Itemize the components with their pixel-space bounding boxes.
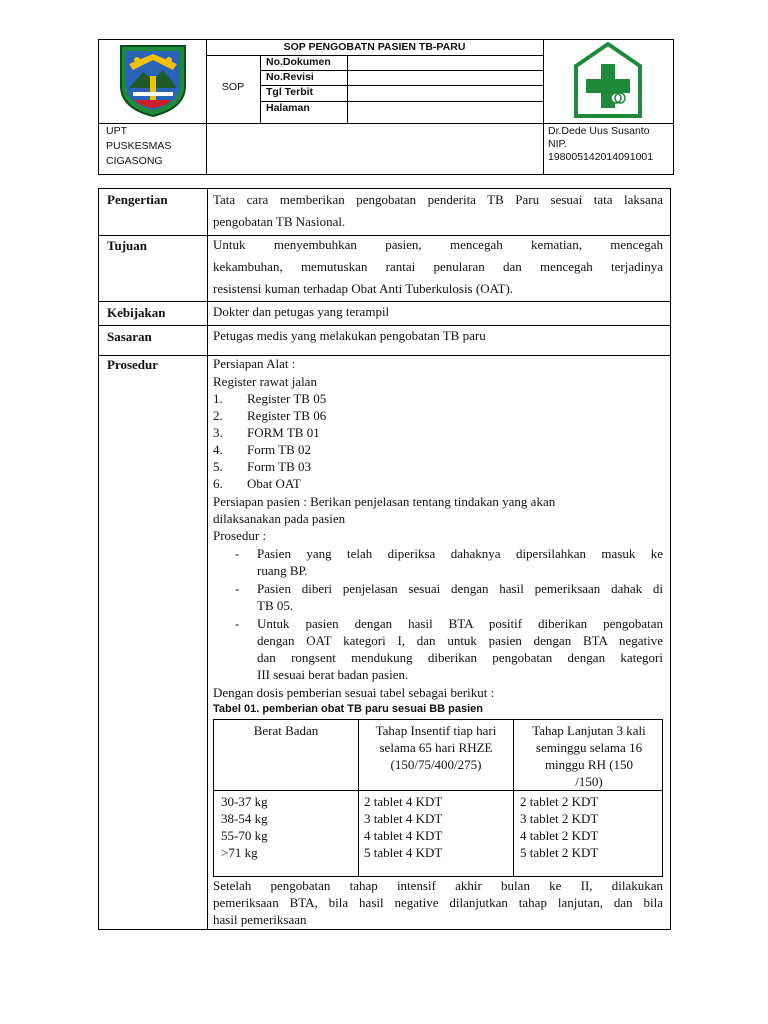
pengertian-line-1: Tata cara memberikan pengobatan penderita TB Paru sesuai tata laksana [213,192,663,207]
step-3-line-4: III sesuai berat badan pasien. [257,667,409,682]
tool-number: 1. [213,391,223,406]
tool-number: 2. [213,408,223,423]
label-tujuan: Tujuan [107,238,147,253]
cell-berat: 30-37 kg [221,794,268,809]
field-halaman: Halaman [266,102,310,114]
signer-name: Dr.Dede Uus Susanto [548,125,650,137]
field-tgl-terbit: Tgl Terbit [266,86,314,98]
header-lanjutan-line: /150) [575,774,603,789]
tujuan-line-2: kekambuhan, memutuskan rantai penularan dan mencegah terjadinya [213,259,663,274]
header-intensif-line: selama 65 hari RHZE [379,740,493,755]
label-prosedur: Prosedur [107,357,159,372]
closing-line-2: pemeriksaan BTA, bila hasil negative dilanjutkan tahap lanjutan, dan bila [213,895,663,910]
header-lanjutan-line: Tahap Lanjutan 3 kali [532,723,646,738]
field-no-dokumen: No.Dokumen [266,56,331,68]
table-caption: Tabel 01. pemberian obat TB paru sesuai BB pasien [213,703,483,715]
tool-number: 3. [213,425,223,440]
header-berat-badan: Berat Badan [253,723,319,738]
pengertian-line-2: pengobatan TB Nasional. [213,214,346,229]
dose-table [213,719,663,877]
header-intensif-line: Tahap Insentif tiap hari [375,723,497,738]
header-intensif-line: (150/75/400/275) [390,757,482,772]
cell-lanjutan: 4 tablet 2 KDT [520,828,599,843]
cell-lanjutan: 5 tablet 2 KDT [520,845,599,860]
tool-number: 5. [213,459,223,474]
label-kebijakan: Kebijakan [107,305,166,320]
org-line-3: CIGASONG [106,155,163,167]
cell-intensif: 2 tablet 4 KDT [364,794,443,809]
tool-number: 6. [213,476,223,491]
bullet-dash: - [235,616,240,631]
puskesmas-cross-logo [572,42,644,118]
regency-crest-logo [117,42,189,118]
tool-item: Register TB 05 [247,391,327,406]
register-rawat-jalan: Register rawat jalan [213,374,317,389]
step-1-line-1: Pasien yang telah diperiksa dahaknya dipersilahkan masuk ke [257,546,663,561]
tool-item: FORM TB 01 [247,425,320,440]
cell-intensif: 5 tablet 4 KDT [364,845,443,860]
step-3-line-2: dengan OAT kategori I, dan untuk pasien dengan BTA negative [257,633,663,648]
dosis-intro: Dengan dosis pemberian sesuai tabel sebagai berikut : [213,685,495,700]
label-sasaran: Sasaran [107,329,152,344]
org-line-2: PUSKESMAS [106,140,172,152]
step-1-line-2: ruang BP. [257,563,308,578]
sop-label: SOP [221,81,245,93]
cell-intensif: 3 tablet 4 KDT [364,811,443,826]
sasaran-text: Petugas medis yang melakukan pengobatan TB paru [213,328,486,343]
step-2-line-2: TB 05. [257,598,294,613]
step-3-line-1: Untuk pasien dengan hasil BTA positif diberikan pengobatan [257,616,663,631]
tujuan-line-1: Untuk menyembuhkan pasien, mencegah kematian, mencegah [213,237,663,252]
cell-berat: >71 kg [221,845,258,860]
label-pengertian: Pengertian [107,192,168,207]
document-title: SOP PENGOBATN PASIEN TB-PARU [283,41,466,53]
step-3-line-3: dan rongsent mendukung diberikan pengobatan dengan kategori [257,650,663,665]
tool-item: Obat OAT [247,476,301,491]
kebijakan-text: Dokter dan petugas yang terampil [213,304,390,319]
cell-berat: 55-70 kg [221,828,268,843]
tool-item: Register TB 06 [247,408,327,423]
closing-line-1: Setelah pengobatan tahap intensif akhir bulan ke II, dilakukan [213,878,663,893]
sop-content-table [98,188,671,930]
persiapan-pasien-line-2: dilaksanakan pada pasien [213,511,346,526]
header-lanjutan-line: seminggu selama 16 [535,740,643,755]
bullet-dash: - [235,581,240,596]
tool-item: Form TB 03 [247,459,312,474]
persiapan-pasien-line-1: Persiapan pasien : Berikan penjelasan tentang tindakan yang akan [213,494,556,509]
step-2-line-1: Pasien diberi penjelasan sesuai dengan hasil pemeriksaan dahak di [257,581,663,596]
nip-value: 198005142014091001 [548,151,654,163]
tujuan-line-3: resistensi kuman terhadap Obat Anti Tuberkulosis (OAT). [213,281,514,296]
persiapan-alat: Persiapan Alat : [213,356,296,371]
document-header [98,39,674,175]
header-lanjutan-line: minggu RH (150 [544,757,634,772]
tool-number: 4. [213,442,223,457]
prosedur-heading: Prosedur : [213,528,267,543]
org-line-1: UPT [106,125,127,137]
field-no-revisi: No.Revisi [266,71,314,83]
closing-line-3: hasil pemeriksaan [213,912,307,927]
cell-berat: 38-54 kg [221,811,268,826]
bullet-dash: - [235,546,240,561]
cell-lanjutan: 3 tablet 2 KDT [520,811,599,826]
cell-lanjutan: 2 tablet 2 KDT [520,794,599,809]
cell-intensif: 4 tablet 4 KDT [364,828,443,843]
nip-label: NIP. [548,138,568,150]
tool-item: Form TB 02 [247,442,312,457]
